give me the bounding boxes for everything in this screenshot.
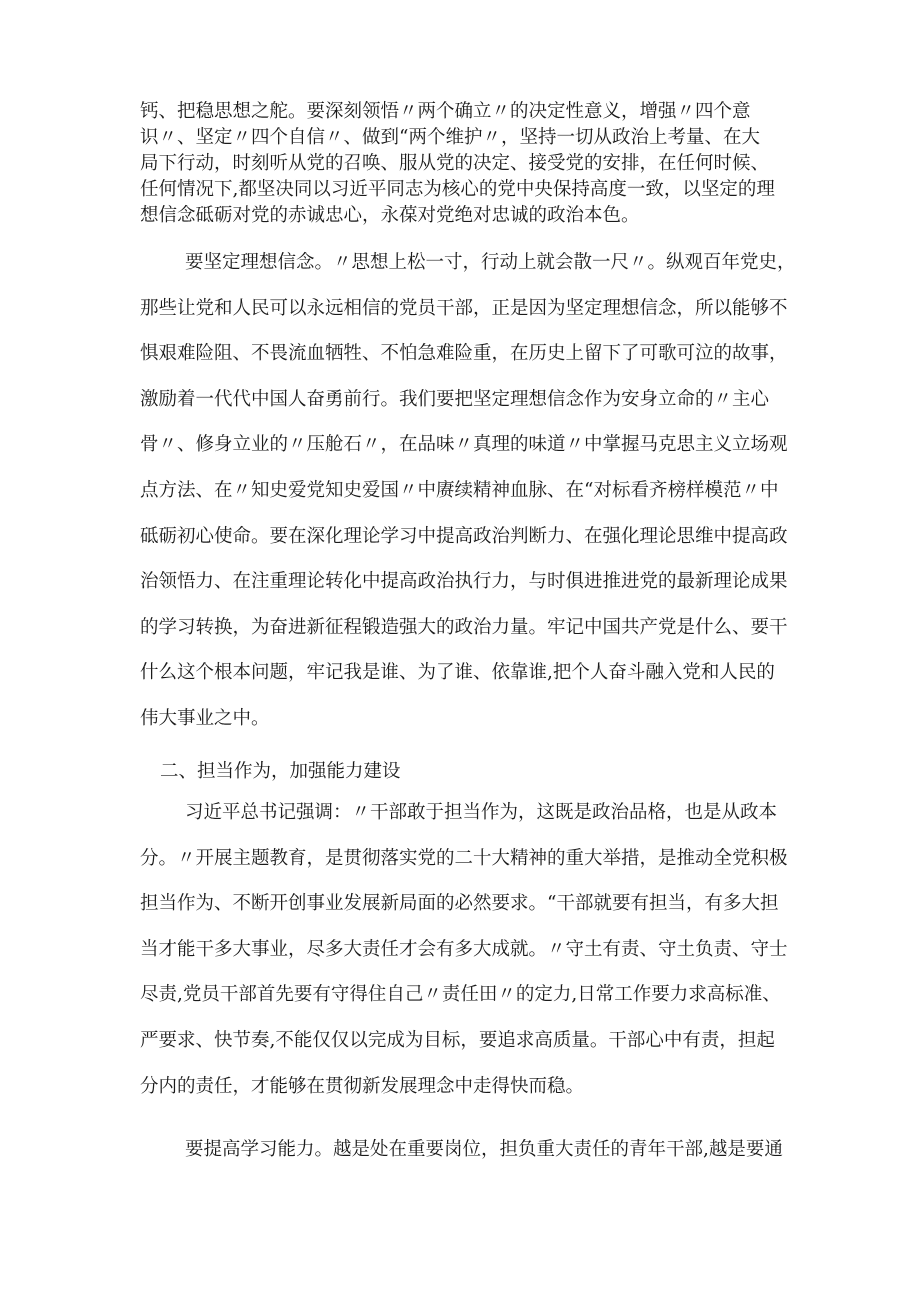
text-line: 任何情况下,都坚决同以习近平同志为核心的党中央保持高度一致，以坚定的理 bbox=[140, 179, 775, 200]
text-line: 想信念砥砺对党的赤诚忠心，永葆对党绝对忠诚的政治本色。 bbox=[140, 205, 640, 226]
text-line: 局下行动，时刻听从党的召唤、服从党的决定、接受党的安排，在任何时候、 bbox=[140, 153, 770, 174]
text-line: 分内的责任，才能够在贯彻新发展理念中走得快而稳。 bbox=[140, 1075, 585, 1097]
text-line: 习近平总书记强调：〃干部敢于担当作为，这既是政治品格，也是从政本 bbox=[185, 802, 778, 823]
text-line: 担当作为、不断开创事业发展新局面的必然要求。“干部就要有担当，有多大担 bbox=[140, 893, 779, 915]
paragraph-3 bbox=[140, 790, 800, 1109]
text-line: 要提高学习能力。越是处在重要岗位，担负重大责任的青年干部,越是要通 bbox=[185, 1139, 783, 1160]
paragraph-2 bbox=[140, 240, 800, 742]
text-line: 尽责,党员干部首先要有守得住自己〃责任田〃的定力,日常工作要力求高标准、 bbox=[140, 984, 781, 1006]
text-line: 分。〃开展主题教育，是贯彻落实党的二十大精神的重大举措，是推动全党积极 bbox=[140, 847, 788, 869]
text-line: 治领悟力、在注重理论转化中提高政治执行力，与时俱进推进党的最新理论成果 bbox=[140, 571, 788, 593]
paragraph-4 bbox=[140, 1127, 800, 1173]
text-line: 钙、把稳思想之舵。要深刻领悟〃两个确立〃的决定性意义，增强〃四个意 bbox=[140, 101, 751, 122]
text-line: 那些让党和人民可以永远相信的党员干部，正是因为坚定理想信念，所以能够不 bbox=[140, 297, 788, 319]
section-heading bbox=[140, 752, 800, 792]
paragraph-1 bbox=[140, 99, 800, 229]
text-line: 要坚定理想信念。〃思想上松一寸，行动上就会散一尺〃。纵观百年党史， bbox=[185, 252, 796, 273]
text-line: 的学习转换，为奋进新征程锻造强大的政治力量。牢记中国共产党是什么、要干 bbox=[140, 616, 788, 638]
text-line: 点方法、在〃知史爱党知史爱国〃中赓续精神血脉、在“对标看齐榜样模范〃中 bbox=[140, 479, 779, 501]
section-heading-text: 二、担当作为，加强能力建设 bbox=[160, 761, 401, 782]
text-line: 当才能干多大事业，尽多大责任才会有多大成就。〃守土有责、守土负责、守士 bbox=[140, 938, 788, 960]
text-line: 伟大事业之中。 bbox=[140, 707, 270, 729]
text-line: 砥砺初心使命。要在深化理论学习中提高政治判断力、在强化理论思维中提高政 bbox=[140, 525, 788, 547]
text-line: 骨〃、修身立业的〃压舱石〃，在品味〃真理的味道〃中掌握马克思主义立场观 bbox=[140, 434, 788, 456]
text-line: 激励着一代代中国人奋勇前行。我们要把坚定理想信念作为安身立命的〃主心 bbox=[140, 388, 770, 410]
text-line: 什么这个根本问题，牢记我是谁、为了谁、依靠谁,把个人奋斗融入党和人民的 bbox=[140, 662, 775, 684]
text-line: 严要求、快节奏,不能仅仅以完成为目标，要追求高质量。干部心中有责，担起 bbox=[140, 1029, 775, 1051]
text-line: 惧艰难险阻、不畏流血牺牲、不怕急难险重，在历史上留下了可歌可泣的故事， bbox=[140, 343, 788, 365]
text-line: 识〃、坚定〃四个自信〃、做到“两个维护〃，坚持一切从政治上考量、在大 bbox=[140, 127, 760, 148]
